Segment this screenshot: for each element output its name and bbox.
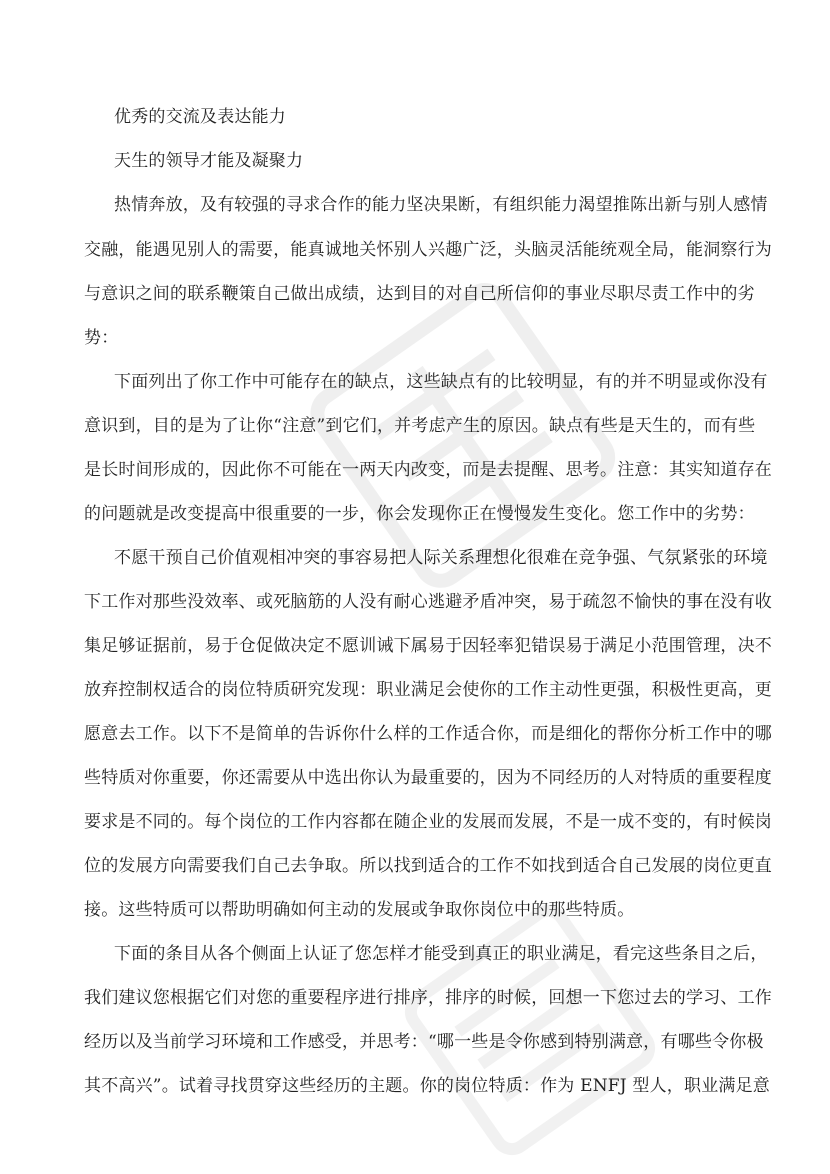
text-line: 些特质对你重要，你还需要从中选出你认为最重要的，因为不同经历的人对特质的重要程度 [84, 768, 772, 788]
watermark-logo-icon-2 [380, 900, 680, 1160]
text-line: 天生的领导才能及凝聚力 [114, 151, 304, 171]
text-line: 要求是不同的。每个岗位的工作内容都在随企业的发展而发展，不是一成不变的，有时候岗 [84, 812, 772, 832]
text-line: 下面的条目从各个侧面上认证了您怎样才能受到真正的职业满足，看完这些条目之后， [114, 944, 768, 964]
text-line: 与意识之间的联系鞭策自己做出成绩，达到目的对自己所信仰的事业尽职尽责工作中的劣 [84, 284, 755, 304]
text-line: 交融，能遇见别人的需要，能真诚地关怀别人兴趣广泛，头脑灵活能统观全局，能洞察行为 [84, 240, 772, 260]
text-line: 我们建议您根据它们对您的重要程序进行排序，排序的时候，回想一下您过去的学习、工作 [84, 988, 772, 1008]
text-line: 下面列出了你工作中可能存在的缺点，这些缺点有的比较明显，有的并不明显或你没有 [114, 372, 768, 392]
text-line: 是长时间形成的，因此你不可能在一两天内改变，而是去提醒、思考。注意：其实知道存在 [84, 460, 772, 480]
text-line: 意识到，目的是为了让你“注意”到它们，并考虑产生的原因。缺点有些是天生的，而有些 [84, 416, 756, 436]
text-line: 下工作对那些没效率、或死脑筋的人没有耐心逃避矛盾冲突，易于疏忽不愉快的事在没有收 [84, 592, 772, 612]
text-line: 其不高兴”。试着寻找贯穿这些经历的主题。你的岗位特质：作为 ENFJ 型人，职业满足意 [84, 1076, 770, 1096]
text-line: 优秀的交流及表达能力 [114, 107, 286, 127]
text-line: 接。这些特质可以帮助明确如何主动的发展或争取你岗位中的那些特质。 [84, 900, 635, 920]
text-line: 不愿干预自己价值观相冲突的事容易把人际关系理想化很难在竞争强、气氛紧张的环境 [114, 548, 768, 568]
text-line: 势： [84, 328, 119, 348]
text-line: 放弃控制权适合的岗位特质研究发现：职业满足会使你的工作主动性更强，积极性更高，更 [84, 680, 772, 700]
text-line: 的问题就是改变提高中很重要的一步，你会发现你正在慢慢发生变化。您工作中的劣势： [84, 504, 755, 524]
text-line: 经历以及当前学习环境和工作感受，并思考：“哪一些是令你感到特别满意，有哪些令你极 [84, 1032, 764, 1052]
text-line: 集足够证据前，易于仓促做决定不愿训诫下属易于因轻率犯错误易于满足小范围管理，决不 [84, 636, 772, 656]
text-line: 愿意去工作。以下不是简单的告诉你什么样的工作适合你，而是细化的帮你分析工作中的哪 [84, 724, 772, 744]
text-line: 热情奔放，及有较强的寻求合作的能力坚决果断，有组织能力渴望推陈出新与别人感情 [114, 195, 768, 215]
text-line: 位的发展方向需要我们自己去争取。所以找到适合的工作不如找到适合自己发展的岗位更直 [84, 856, 772, 876]
